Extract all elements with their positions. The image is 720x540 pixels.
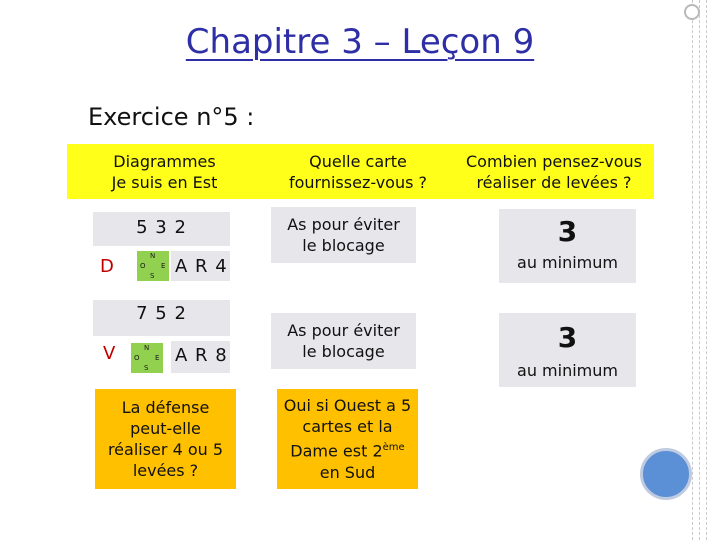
defense-answer-superscript: ème (382, 442, 405, 454)
compass-e: E (155, 354, 160, 362)
defense-answer-line4: en Sud (319, 462, 376, 482)
header-card (262, 144, 454, 199)
compass-icon (137, 251, 169, 281)
diagram-1-suit: D (100, 256, 114, 277)
compass-s: S (144, 364, 149, 372)
diagram-2-hand-top: 7 5 2 (136, 303, 187, 324)
header-tricks (454, 144, 654, 199)
defense-answer-line1: Oui si Ouest a 5 (283, 396, 412, 416)
diagram-1-hand-top: 5 3 2 (136, 217, 187, 238)
compass-e: E (161, 262, 166, 270)
header-card-line1: Quelle carte (309, 151, 407, 171)
header-card-line2: fournissez-vous ? (288, 172, 427, 192)
compass-o: O (140, 262, 146, 270)
answer-row-1 (271, 207, 416, 263)
decor-ring-small (684, 4, 700, 20)
defense-question-line1: La défense (121, 398, 210, 417)
header-tricks-line1: Combien pensez-vous (465, 151, 642, 171)
defense-question (95, 389, 236, 489)
defense-answer-line3 (284, 437, 411, 461)
tricks-row-1-value: 3 (557, 215, 578, 248)
answer-row-2-line1: As pour éviter (287, 321, 400, 340)
diagram-2-suit: V (103, 343, 116, 364)
header-diagrams-line2: Je suis en Est (111, 172, 218, 192)
diagram-2-hand-bottom: A R 8 (175, 345, 228, 366)
exercise-label: Exercice n°5 : (88, 103, 255, 131)
defense-question-line4: levées ? (132, 461, 199, 480)
defense-answer-line2: cartes et la (302, 417, 393, 437)
tricks-row-2 (499, 313, 636, 387)
header-tricks-line2: réaliser de levées ? (476, 172, 632, 192)
compass-n: N (150, 252, 156, 260)
diagram-1-hand-bottom: A R 4 (175, 256, 228, 277)
answer-row-1-line1: As pour éviter (287, 215, 400, 234)
decor-rail-3 (706, 0, 707, 540)
compass-icon (131, 343, 163, 373)
defense-answer-line3-text: Dame est 2 (290, 441, 383, 461)
compass-n: N (144, 344, 150, 352)
header-diagrams (67, 144, 262, 199)
decor-rail-2 (699, 0, 700, 540)
header-diagrams-line1: Diagrammes (113, 151, 216, 171)
defense-question-line2: peut-elle (130, 419, 201, 438)
tricks-row-1-note: au minimum (517, 253, 618, 272)
decor-rail-1 (692, 0, 693, 540)
tricks-row-2-value: 3 (557, 321, 578, 354)
tricks-row-1 (499, 209, 636, 283)
tricks-row-2-note: au minimum (517, 361, 618, 380)
compass-s: S (150, 272, 155, 280)
answer-row-2-line2: le blocage (302, 342, 385, 361)
answer-row-1-line2: le blocage (302, 236, 385, 255)
defense-answer (277, 389, 418, 489)
slide-title: Chapitre 3 – Leçon 9 (185, 22, 535, 62)
answer-row-2 (271, 313, 416, 369)
decor-ring-blue (640, 448, 692, 500)
defense-question-line3: réaliser 4 ou 5 (107, 440, 224, 459)
compass-o: O (134, 354, 140, 362)
